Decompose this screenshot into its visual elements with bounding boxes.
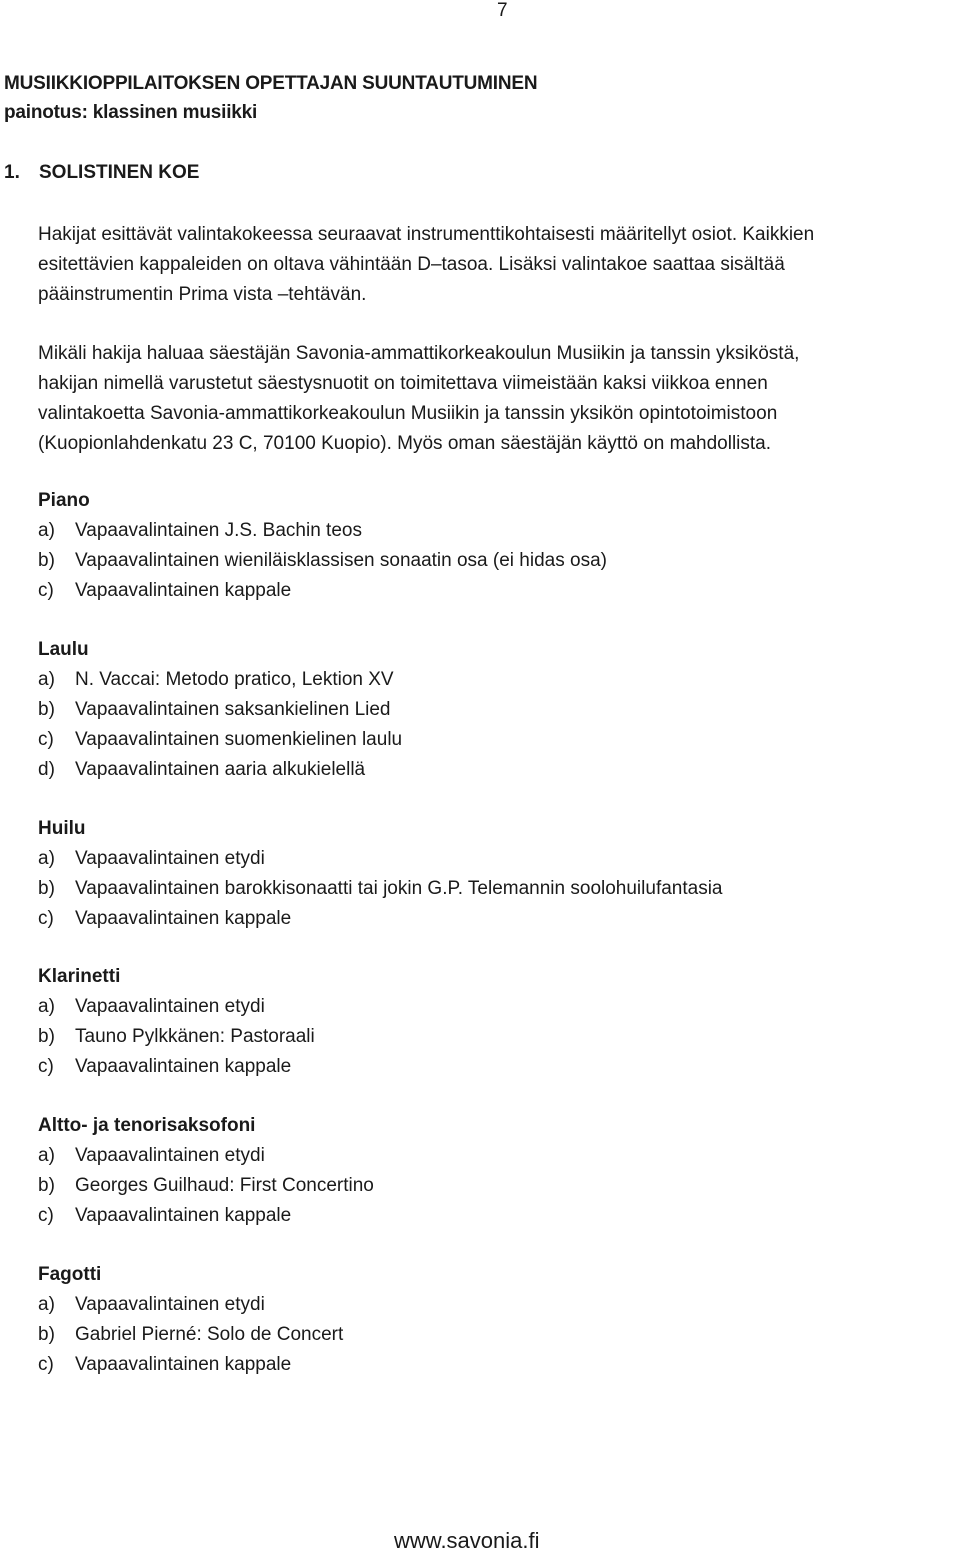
list-item: c) Vapaavalintainen kappale: [38, 1205, 292, 1226]
instrument-saksofoni: [38, 1111, 374, 1231]
list-item: a) Vapaavalintainen J.S. Bachin teos: [38, 520, 362, 541]
document-title: MUSIIKKIOPPILAITOKSEN OPETTAJAN SUUNTAUTUMINEN: [4, 73, 538, 94]
instrument-heading: Fagotti: [38, 1264, 102, 1285]
instrument-heading: Huilu: [38, 818, 86, 839]
list-item: a) Vapaavalintainen etydi: [38, 996, 265, 1017]
list-item: b) Vapaavalintainen barokkisonaatti tai jokin G.P. Telemannin soolohuilufantasia: [38, 878, 723, 899]
footer-url: www.savonia.fi: [394, 1528, 540, 1553]
instrument-laulu: [38, 635, 402, 785]
list-item: c) Vapaavalintainen kappale: [38, 1056, 292, 1077]
instrument-piano: [38, 486, 607, 606]
list-item: a) N. Vaccai: Metodo pratico, Lektion XV: [38, 669, 394, 690]
list-item: b) Vapaavalintainen saksankielinen Lied: [38, 699, 391, 720]
section-heading: [4, 162, 199, 184]
page-number: 7: [497, 0, 508, 21]
list-item: b) Gabriel Pierné: Solo de Concert: [38, 1324, 344, 1345]
paragraph-line: valintakoetta Savonia-ammattikorkeakoulun Musiikin ja tanssin yksikön opintotoimistoon: [38, 403, 778, 424]
instrument-heading: Klarinetti: [38, 966, 121, 987]
list-item: a) Vapaavalintainen etydi: [38, 1294, 265, 1315]
section-title: SOLISTINEN KOE: [39, 162, 200, 183]
list-item: c) Vapaavalintainen kappale: [38, 580, 292, 601]
list-item: b) Vapaavalintainen wieniläisklassisen sonaatin osa (ei hidas osa): [38, 550, 607, 571]
list-item: b) Georges Guilhaud: First Concertino: [38, 1175, 374, 1196]
list-item: d) Vapaavalintainen aaria alkukielellä: [38, 759, 366, 780]
accompanist-paragraph: [38, 339, 799, 459]
instrument-klarinetti: [38, 962, 315, 1082]
document-subtitle: painotus: klassinen musiikki: [4, 102, 258, 123]
list-item: a) Vapaavalintainen etydi: [38, 1145, 265, 1166]
list-item: b) Tauno Pylkkänen: Pastoraali: [38, 1026, 315, 1047]
instrument-heading: Piano: [38, 490, 90, 511]
instrument-heading: Altto- ja tenorisaksofoni: [38, 1115, 256, 1136]
list-item: a) Vapaavalintainen etydi: [38, 848, 265, 869]
instrument-fagotti: [38, 1260, 343, 1380]
paragraph-line: pääinstrumentin Prima vista –tehtävän.: [38, 284, 367, 305]
paragraph-line: hakijan nimellä varustetut säestysnuotit on toimitettava viimeistään kaksi viikkoa ennen: [38, 373, 768, 394]
paragraph-line: esitettävien kappaleiden on oltava vähintään D–tasoa. Lisäksi valintakoe saattaa sisältää: [38, 254, 785, 275]
paragraph-line: (Kuopionlahdenkatu 23 C, 70100 Kuopio). Myös oman säestäjän käyttö on mahdollista.: [38, 433, 772, 454]
section-number: 1.: [4, 162, 20, 183]
instrument-huilu: [38, 814, 722, 934]
instrument-heading: Laulu: [38, 639, 89, 660]
list-item: c) Vapaavalintainen kappale: [38, 908, 292, 929]
paragraph-line: Hakijat esittävät valintakokeessa seuraavat instrumenttikohtaisesti määritellyt osiot. Kaikkien: [38, 224, 815, 245]
list-item: c) Vapaavalintainen suomenkielinen laulu: [38, 729, 403, 750]
paragraph-line: Mikäli hakija haluaa säestäjän Savonia-ammattikorkeakoulun Musiikin ja tanssin yksiköstä,: [38, 343, 800, 364]
intro-paragraph: [38, 220, 814, 310]
list-item: c) Vapaavalintainen kappale: [38, 1354, 292, 1375]
